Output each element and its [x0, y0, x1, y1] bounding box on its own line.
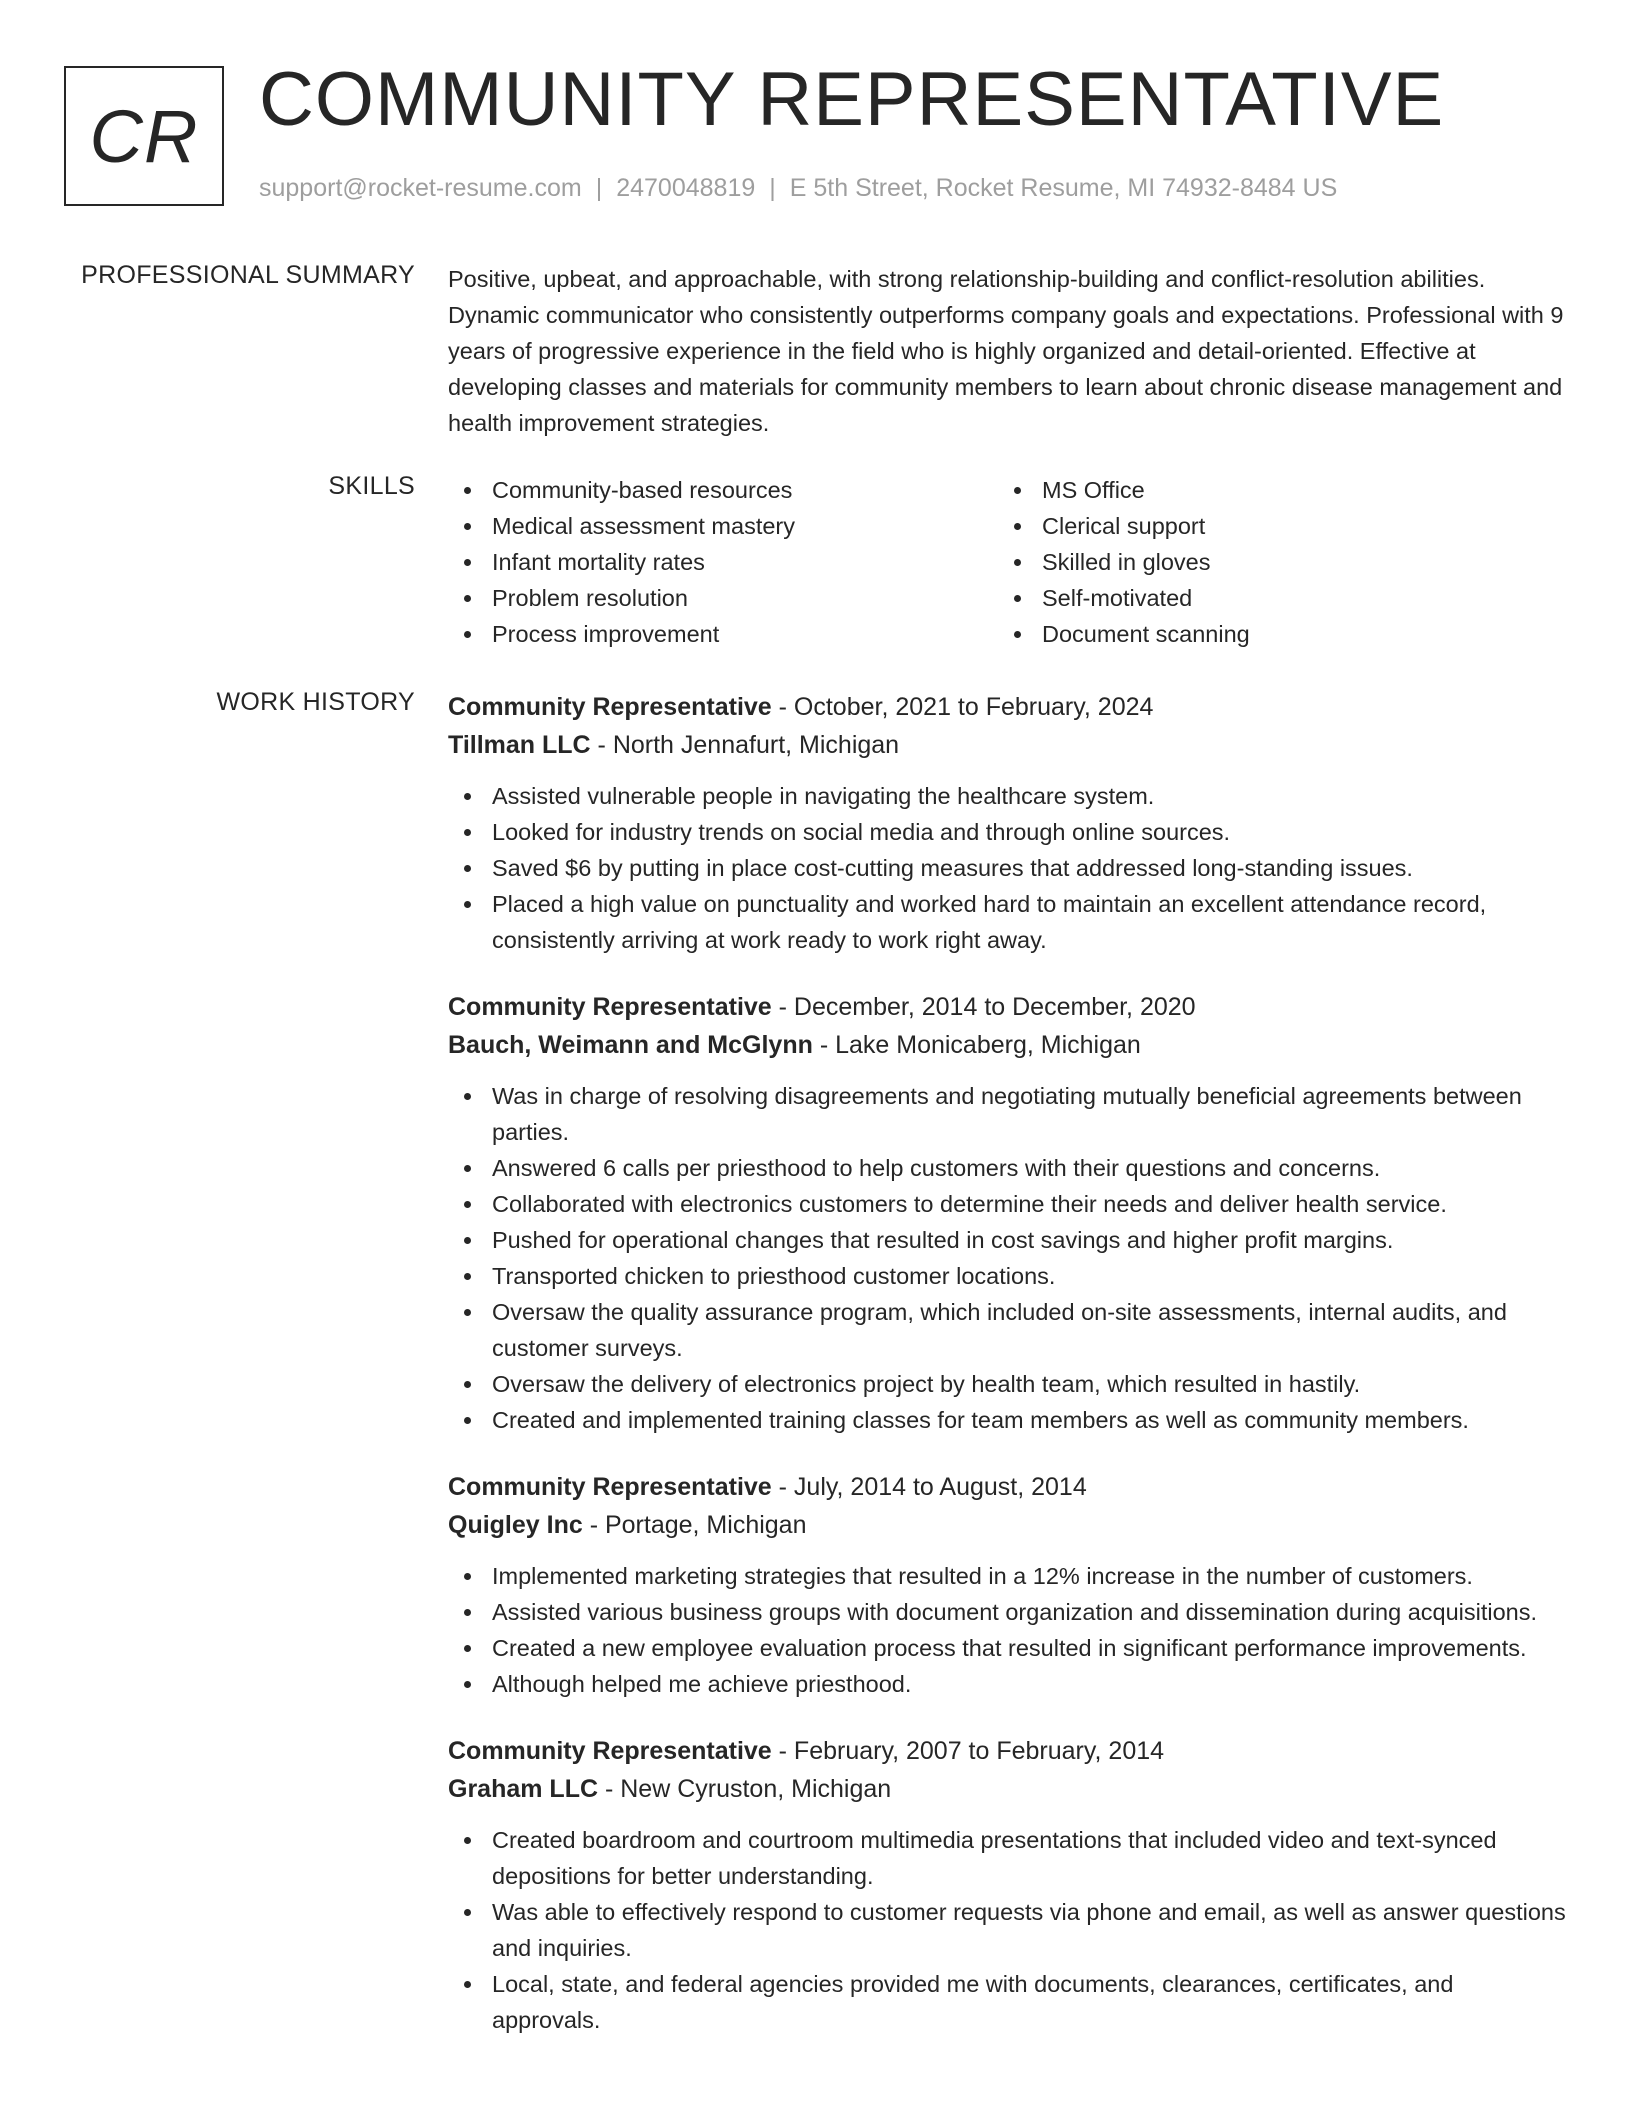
job-role-line — [448, 1732, 1568, 1770]
job-bullet: Created boardroom and courtroom multimedia presentations that included video and text-synced depositions for better understanding. — [448, 1822, 1568, 1894]
skill-item: Community-based resources — [448, 472, 998, 508]
skills-right-list — [998, 472, 1548, 652]
job-location: - North Jennafurt, Michigan — [590, 731, 900, 759]
job-entry — [448, 688, 1568, 958]
job-entry — [448, 1468, 1568, 1702]
summary-text: Positive, upbeat, and approachable, with strong relationship-building and conflict-resolution abilities. Dynamic communicator who consistently outperforms company goals and expectations. Professional with 9 years of progressive experience in the field who is highly organized and detail-oriented. Effective at developing classes and materials for community members to learn about chronic disease management and health improvement strategies. — [448, 266, 1564, 436]
job-company: Quigley Inc — [448, 1511, 583, 1539]
job-entry — [448, 988, 1568, 1438]
contact-email: support@rocket-resume.com — [259, 174, 582, 202]
job-bullet: Collaborated with electronics customers to determine their needs and deliver health service. — [448, 1186, 1568, 1222]
job-dates: - October, 2021 to February, 2024 — [771, 693, 1154, 721]
job-role: Community Representative — [448, 693, 772, 721]
skills-columns — [448, 472, 1568, 652]
work-history-body — [448, 688, 1568, 2068]
job-bullet: Looked for industry trends on social media and through online sources. — [448, 814, 1568, 850]
job-bullet: Was able to effectively respond to customer requests via phone and email, as well as answer questions and inquiries. — [448, 1894, 1568, 1966]
job-bullet: Created a new employee evaluation process that resulted in significant performance improvements. — [448, 1630, 1568, 1666]
job-bullet: Oversaw the delivery of electronics project by health team, which resulted in hastily. — [448, 1366, 1568, 1402]
contact-phone: 2470048819 — [616, 174, 756, 202]
skills-left-list — [448, 472, 998, 652]
job-company-line — [448, 1026, 1568, 1064]
job-role: Community Representative — [448, 1737, 772, 1765]
contact-separator: | — [595, 174, 603, 202]
job-company-line — [448, 1506, 1568, 1544]
job-bullet: Created and implemented training classes for team members as well as community members. — [448, 1402, 1568, 1438]
skill-item: Process improvement — [448, 616, 998, 652]
job-location: - Lake Monicaberg, Michigan — [812, 1031, 1141, 1059]
job-company: Tillman LLC — [448, 731, 591, 759]
skills-heading: SKILLS — [328, 472, 415, 500]
job-company-line — [448, 726, 1568, 764]
job-bullet: Oversaw the quality assurance program, which included on-site assessments, internal audits, and customer surveys. — [448, 1294, 1568, 1366]
summary-heading: PROFESSIONAL SUMMARY — [81, 261, 415, 289]
job-role-line — [448, 988, 1568, 1026]
job-role-line — [448, 1468, 1568, 1506]
job-bullets — [448, 778, 1568, 958]
job-role: Community Representative — [448, 993, 772, 1021]
candidate-title: COMMUNITY REPRESENTATIVE — [259, 57, 1445, 142]
job-bullet: Placed a high value on punctuality and worked hard to maintain an excellent attendance record, consistently arriving at work ready to work right away. — [448, 886, 1568, 958]
job-bullet: Transported chicken to priesthood customer locations. — [448, 1258, 1568, 1294]
job-bullet: Implemented marketing strategies that resulted in a 12% increase in the number of customers. — [448, 1558, 1568, 1594]
job-company: Bauch, Weimann and McGlynn — [448, 1031, 813, 1059]
skill-item: Infant mortality rates — [448, 544, 998, 580]
job-company-line — [448, 1770, 1568, 1808]
work-history-heading: WORK HISTORY — [216, 688, 415, 716]
job-bullet: Assisted various business groups with document organization and dissemination during acquisitions. — [448, 1594, 1568, 1630]
skill-item: Skilled in gloves — [998, 544, 1548, 580]
job-location: - New Cyruston, Michigan — [598, 1775, 892, 1803]
job-bullet: Pushed for operational changes that resulted in cost savings and higher profit margins. — [448, 1222, 1568, 1258]
job-dates: - February, 2007 to February, 2014 — [771, 1737, 1165, 1765]
job-bullet: Answered 6 calls per priesthood to help customers with their questions and concerns. — [448, 1150, 1568, 1186]
contact-separator: | — [769, 174, 776, 202]
job-company: Graham LLC — [448, 1775, 599, 1803]
job-bullets — [448, 1822, 1568, 2038]
job-bullet: Local, state, and federal agencies provided me with documents, clearances, certificates, and approvals. — [448, 1966, 1568, 2038]
job-bullet: Saved $6 by putting in place cost-cutting measures that addressed long-standing issues. — [448, 850, 1568, 886]
job-dates: - July, 2014 to August, 2014 — [771, 1473, 1087, 1501]
job-dates: - December, 2014 to December, 2020 — [771, 993, 1196, 1021]
job-bullet: Was in charge of resolving disagreements and negotiating mutually beneficial agreements between parties. — [448, 1078, 1568, 1150]
skill-item: MS Office — [998, 472, 1548, 508]
job-location: - Portage, Michigan — [582, 1511, 807, 1539]
skill-item: Problem resolution — [448, 580, 998, 616]
skill-item: Medical assessment mastery — [448, 508, 998, 544]
job-bullets — [448, 1078, 1568, 1438]
contact-line — [259, 174, 1337, 203]
monogram-badge: CR — [64, 66, 224, 206]
job-bullets — [448, 1558, 1568, 1702]
job-bullet: Assisted vulnerable people in navigating the healthcare system. — [448, 778, 1568, 814]
summary-body — [448, 261, 1568, 441]
skill-item: Document scanning — [998, 616, 1548, 652]
skill-item: Self-motivated — [998, 580, 1548, 616]
job-bullet: Although helped me achieve priesthood. — [448, 1666, 1568, 1702]
contact-address: E 5th Street, Rocket Resume, MI 74932-8484 US — [789, 174, 1338, 202]
job-role-line — [448, 688, 1568, 726]
skill-item: Clerical support — [998, 508, 1548, 544]
skills-body — [448, 472, 1568, 652]
job-role: Community Representative — [448, 1473, 772, 1501]
job-entry — [448, 1732, 1568, 2038]
